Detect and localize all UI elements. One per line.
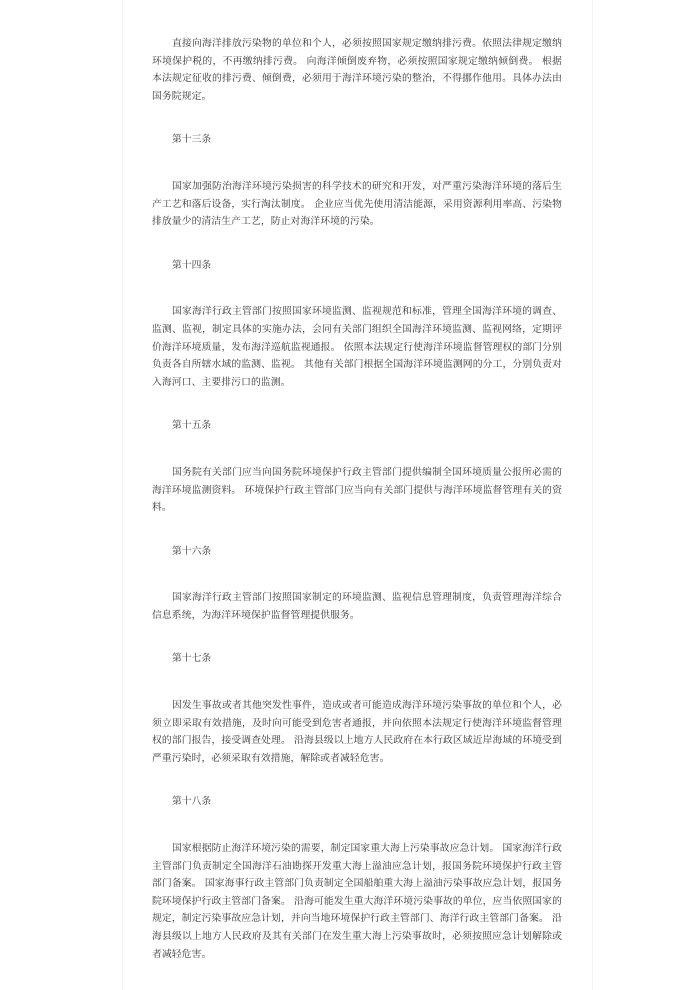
article-heading-13: 第十三条 (172, 134, 212, 146)
paragraph-article-17: 因发生事故或者其他突发性事件，造成或者可能造成海洋环境污染事故的单位和个人，必须立即采取有效措施，及时向可能受到危害者通报，并向依照本法规定行使海洋环境监督管理权的部门报告，接受调查处理。 沿海县级以上地方人民政府在本行政区域近岸海域的环境受到严重污染时，必须采取有效措施，解除或者减轻危害。 (152, 700, 562, 764)
law-article-body (152, 35, 562, 963)
paragraph-fee-provisions: 直接向海洋排放污染物的单位和个人，必须按照国家规定缴纳排污费。依照法律规定缴纳环境保护税的，不再缴纳排污费。 向海洋倾倒废弃物，必须按照国家规定缴纳倾倒费。 根据本法规定征收的排污费、倾倒费，必须用于海洋环境污染的整治，不得挪作他用。具体办法由国务院规定。 (152, 38, 562, 102)
article-heading-16: 第十六条 (172, 545, 212, 557)
left-page-guide (122, 0, 123, 990)
paragraph-article-18: 国家根据防止海洋环境污染的需要，制定国家重大海上污染事故应急计划。 国家海洋行政主管部门负责制定全国海洋石油勘探开发重大海上溢油应急计划，报国务院环境保护行政主管部门备案。 国家海事行政主管部门负责制定全国船舶重大海上溢油污染事故应急计划，报国务院环境保护行政主管部门备案。 沿海可能发生重大海洋环境污染事故的单位，应当依照国家的规定，制定污染事故应急计划，并向当地环境保护行政主管部门、海洋行政主管部门备案。 沿海县级以上地方人民政府及其有关部门在发生重大海上污染事故时，必须按照应急计划解除或者减轻危害。 (152, 843, 562, 960)
article-heading-14: 第十四条 (172, 259, 212, 271)
paragraph-article-16: 国家海洋行政主管部门按照国家制定的环境监测、监视信息管理制度，负责管理海洋综合信息系统，为海洋环境保护监督管理提供服务。 (152, 592, 562, 621)
right-page-guide (592, 0, 593, 990)
article-heading-15: 第十五条 (172, 420, 212, 432)
article-heading-17: 第十七条 (172, 653, 212, 665)
paragraph-article-15: 国务院有关部门应当向国务院环境保护行政主管部门提供编制全国环境质量公报所必需的海洋环境监测资料。 环境保护行政主管部门应当向有关部门提供与海洋环境监督管理有关的资料。 (152, 466, 562, 514)
paragraph-article-14: 国家海洋行政主管部门按照国家环境监测、监视规范和标准，管理全国海洋环境的调查、监测、监视，制定具体的实施办法，会同有关部门组织全国海洋环境监测、监视网络，定期评价海洋环境质量，发布海洋巡航监视通报。 依照本法规定行使海洋环境监督管理权的部门分别负责各自所辖水域的监测、监视。 其他有关部门根据全国海洋环境监测网的分工，分别负责对入海河口、主要排污口的监测。 (152, 306, 562, 388)
article-heading-18: 第十八条 (172, 796, 212, 808)
paragraph-article-13: 国家加强防治海洋环境污染损害的科学技术的研究和开发，对严重污染海洋环境的落后生产工艺和落后设备，实行淘汰制度。 企业应当优先使用清洁能源，采用资源利用率高、污染物排放量少的清洁生产工艺，防止对海洋环境的污染。 (152, 180, 562, 228)
